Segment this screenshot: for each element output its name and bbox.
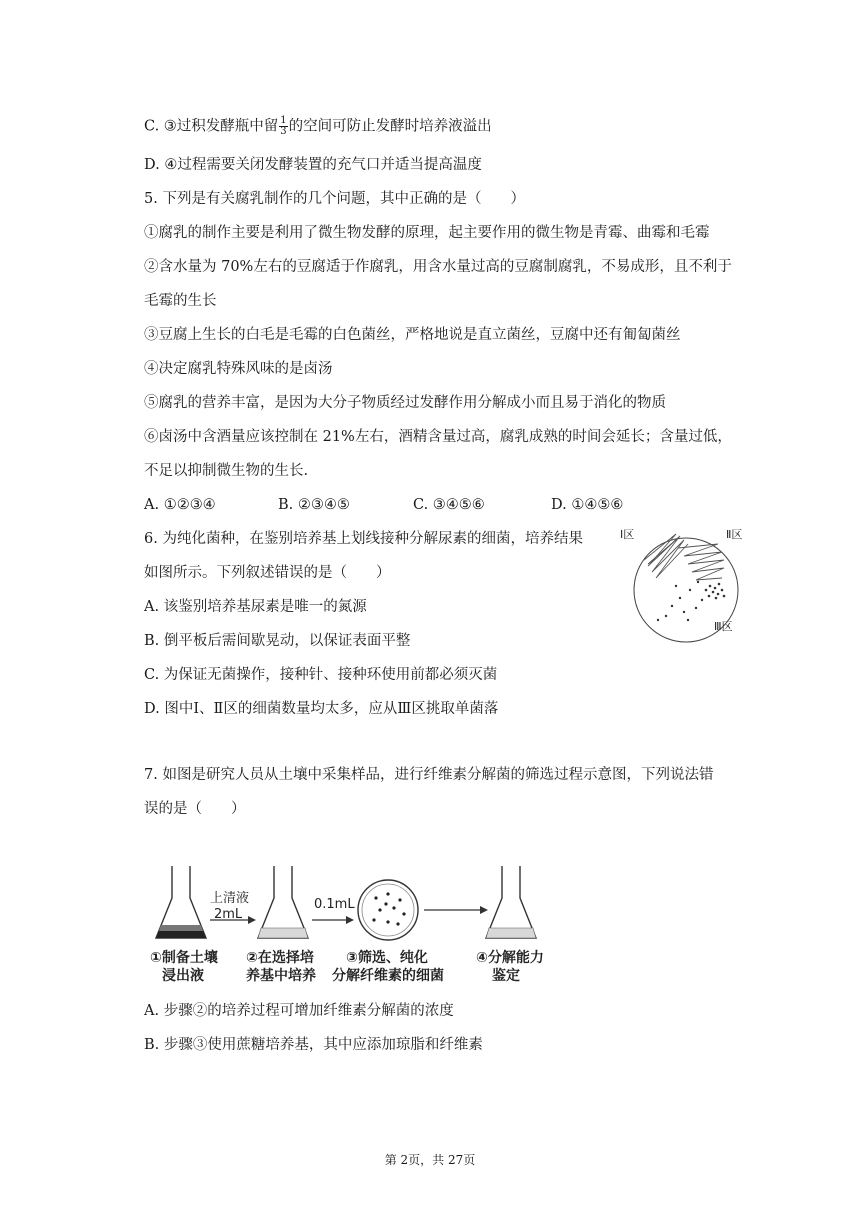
- q5-option-b: B. ②③④⑤: [278, 497, 350, 513]
- q6-option-b: B. 倒平板后需间歇晃动，以保证表面平整: [144, 633, 411, 649]
- q6-option-c: C. 为保证无菌操作，接种针、接种环使用前都必须灭菌: [144, 667, 498, 683]
- step-3-caption-b: 分解纤维素的细菌: [332, 968, 444, 984]
- q5-option-a: A. ①②③④: [144, 497, 216, 513]
- q5-option-c: C. ③④⑤⑥: [413, 497, 485, 513]
- zone2-streaks: [678, 544, 724, 580]
- zone1-streaks: [644, 534, 688, 578]
- page-footer: 第 2页，共 27页: [384, 1153, 476, 1167]
- q5-item-1: ①腐乳的制作主要是利用了微生物发酵的原理，起主要作用的微生物是青霉、曲霉和毛霉: [144, 225, 710, 241]
- q5-item-6: ⑥卤汤中含酒量应该控制在 21%左右，酒精含量过高，腐乳成熟的时间会延长；含量过低，: [144, 429, 732, 445]
- arrow-1-bottom-label: 2mL: [214, 907, 243, 922]
- arrow-1-top-label: 上清液: [210, 891, 250, 906]
- q5-item-6-cont: 不足以抑制微生物的生长.: [144, 463, 309, 479]
- screening-process-figure: [150, 858, 550, 990]
- q5-item-2: ②含水量为 70%左右的豆腐适于作腐乳，用含水量过高的豆腐制腐乳，不易成形，且不利于: [144, 259, 732, 275]
- petri-dish-2: [358, 880, 418, 940]
- q7-option-a: A. 步骤②的培养过程可增加纤维素分解菌的浓度: [144, 1003, 454, 1019]
- step-2-caption-a: ②在选择培: [246, 950, 314, 966]
- step-2-caption-b: 养基中培养: [246, 968, 316, 984]
- arrow-2-head: [346, 916, 354, 924]
- flask-4: [486, 866, 536, 938]
- flask-2: [258, 866, 308, 938]
- q5-stem: 5. 下列是有关腐乳制作的几个问题，其中正确的是（ ）: [144, 191, 525, 207]
- q5-item-5: ⑤腐乳的营养丰富，是因为大分子物质经过发酵作用分解成小而且易于消化的物质: [144, 395, 666, 411]
- streak-plate-figure: [618, 520, 750, 648]
- zone3-colonies: [657, 581, 726, 621]
- q7-stem-2: 误的是（ ）: [144, 801, 246, 817]
- q6-option-d: D. 图中Ⅰ、Ⅱ区的细菌数量均太多，应从Ⅲ区挑取单菌落: [144, 701, 499, 717]
- q4-option-d: D. ④过程需要关闭发酵装置的充气口并适当提高温度: [144, 157, 482, 173]
- zone1-label: Ⅰ区: [620, 528, 635, 541]
- zone3-label: Ⅲ区: [714, 620, 733, 633]
- flask-1: [156, 866, 206, 938]
- arrow-2-top-label: 0.1mL: [314, 897, 355, 912]
- arrow-3-head: [480, 906, 488, 914]
- q7-stem-1: 7. 如图是研究人员从土壤中采集样品，进行纤维素分解菌的筛选过程示意图，下列说法错: [144, 767, 714, 783]
- step-1-caption-a: ①制备土壤: [150, 950, 218, 966]
- q6-option-a: A. 该鉴别培养基尿素是唯一的氮源: [144, 599, 367, 615]
- step-1-caption-b: 浸出液: [162, 968, 204, 984]
- arrow-1-head: [248, 916, 256, 924]
- q5-option-d: D. ①④⑤⑥: [551, 497, 624, 513]
- step-4-caption-b: 鉴定: [492, 968, 520, 984]
- q6-stem-2: 如图所示。下列叙述错误的是（ ）: [144, 565, 391, 581]
- q7-option-b: B. 步骤③使用蔗糖培养基，其中应添加琼脂和纤维素: [144, 1037, 483, 1053]
- step-3-caption-a: ③筛选、纯化: [346, 950, 428, 966]
- q5-item-3: ③豆腐上生长的白毛是毛霉的白色菌丝，严格地说是直立菌丝，豆腐中还有匍匐菌丝: [144, 327, 681, 343]
- q5-item-2-cont: 毛霉的生长: [144, 293, 217, 309]
- step-4-caption-a: ④分解能力: [476, 950, 544, 966]
- q5-item-4: ④决定腐乳特殊风味的是卤汤: [144, 361, 333, 377]
- q6-stem-1: 6. 为纯化菌种，在鉴别培养基上划线接种分解尿素的细菌，培养结果: [144, 531, 583, 547]
- zone2-label: Ⅱ区: [726, 528, 743, 541]
- fraction-one-third: $\frac{1}{3}$: [280, 115, 287, 137]
- q4-option-c: C. ③过积发酵瓶中留 $\frac{1}{3}$ 的空间可防止发酵时培养液溢出: [144, 115, 492, 137]
